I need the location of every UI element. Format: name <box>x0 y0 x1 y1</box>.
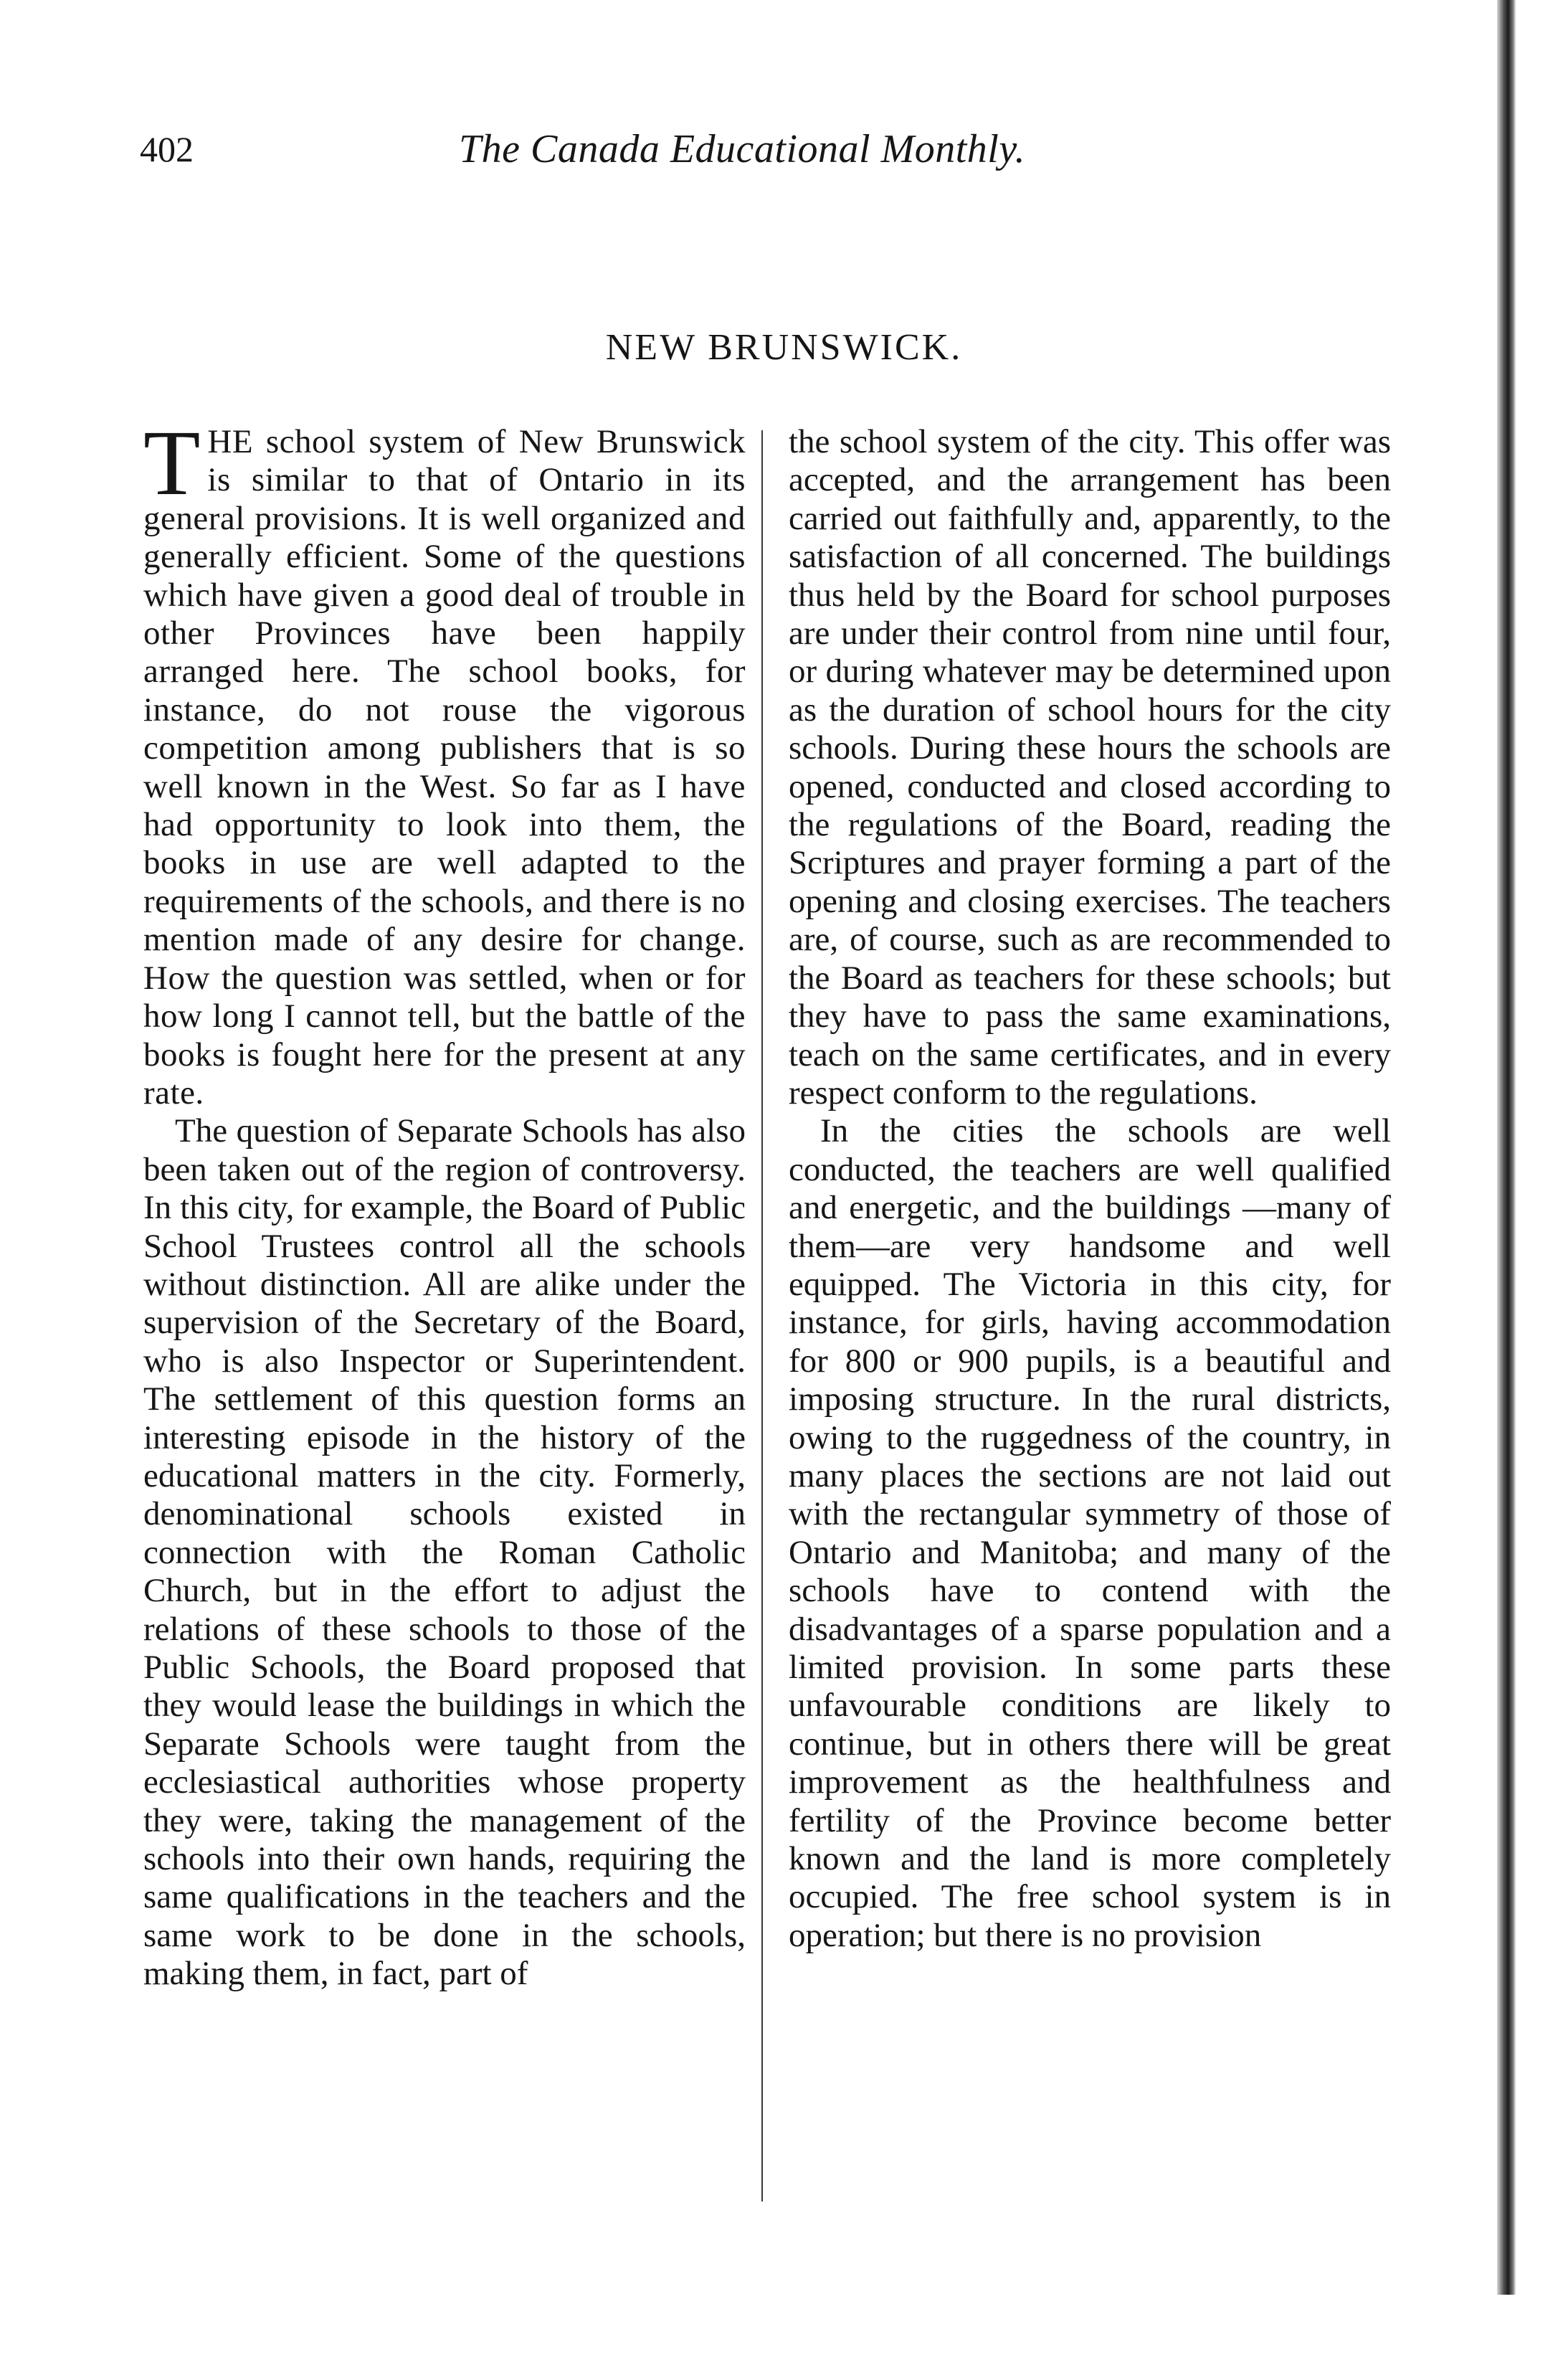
paragraph-1 <box>143 412 746 1112</box>
book-binding-edge <box>1497 0 1516 2295</box>
column-divider <box>761 430 763 2201</box>
drop-cap: T <box>143 412 201 515</box>
running-title: The Canada Educational Monthly. <box>459 127 1026 171</box>
left-column <box>143 412 746 1994</box>
right-column <box>789 423 1391 1955</box>
paragraph-3: the school system of the city. This offer was accepted, and the arrangement has been carried out faithfully and, apparently, to the satisfaction of all concerned. The buildings thus held by the Board for school purposes are under their control from nine until four, or during whatever may be determined upon as the duration of school hours for the city schools. During these hours the schools are opened, conducted and closed according to the regulations of the Board, reading the Scriptures and prayer forming a part of the opening and closing exercises. The teachers are, of course, such as are recommended to the Board as teachers for these schools; but they have to pass the same examinations, teach on the same certificates, and in every respect conform to the regulations. <box>789 423 1391 1111</box>
paragraph-2: The question of Separate Schools has also been taken out of the region of controversy. In this city, for example, the Board of Public School Trustees control all the schools without distinction. All are alike under the supervision of the Secretary of the Board, who is also Inspector or Superintendent. The settlement of this question forms an interesting episode in the history of the educational matters in the city. Formerly, denominational schools existed in connection with the Roman Catholic Church, but in the effort to adjust the relations of these schools to those of the Public Schools, the Board proposed that they would lease the buildings in which the Separate Schools were taught from the ecclesiastical authorities whose property they were, taking the management of the schools into their own hands, requiring the same qualifications in the teachers and the same work to be done in the schools, making them, in fact, part of <box>143 1112 746 1993</box>
page-number: 402 <box>140 129 194 169</box>
paragraph-4: In the cities the schools are well conducted, the teachers are well qualified and energetic, and the buildings —many of them—are very handsome and well equipped. The Victoria in this city, for instance, for girls, having accommodation for 800 or 900 pupils, is a beautiful and imposing structure. In the rural districts, owing to the ruggedness of the country, in many places the sections are not laid out with the rectangular symmetry of those of Ontario and Manitoba; and many of the schools have to contend with the disadvantages of a sparse population and a limited provision. In some parts these unfavourable conditions are likely to continue, but in others there will be great improvement as the healthfulness and fertility of the Province become better known and the land is more completely occupied. The free school system is in operation; but there is no provision <box>789 1112 1391 1954</box>
paragraph-1-text: HE school system of New Brunswick is similar to that of Ontario in its general provisions. It is well organized and generally efficient. Some of the questions which have given a good deal of trouble in other Provinces have been happily arranged here. The school books, for instance, do not rouse the vigorous competition among publishers that is so well known in the West. So far as I have had opportunity to look into them, the books in use are well adapted to the requirements of the schools, and there is no mention made of any desire for change. How the question was settled, when or for how long I cannot tell, but the battle of the books is fought here for the present at any rate. <box>143 423 746 1111</box>
section-title: NEW BRUNSWICK. <box>605 327 963 368</box>
